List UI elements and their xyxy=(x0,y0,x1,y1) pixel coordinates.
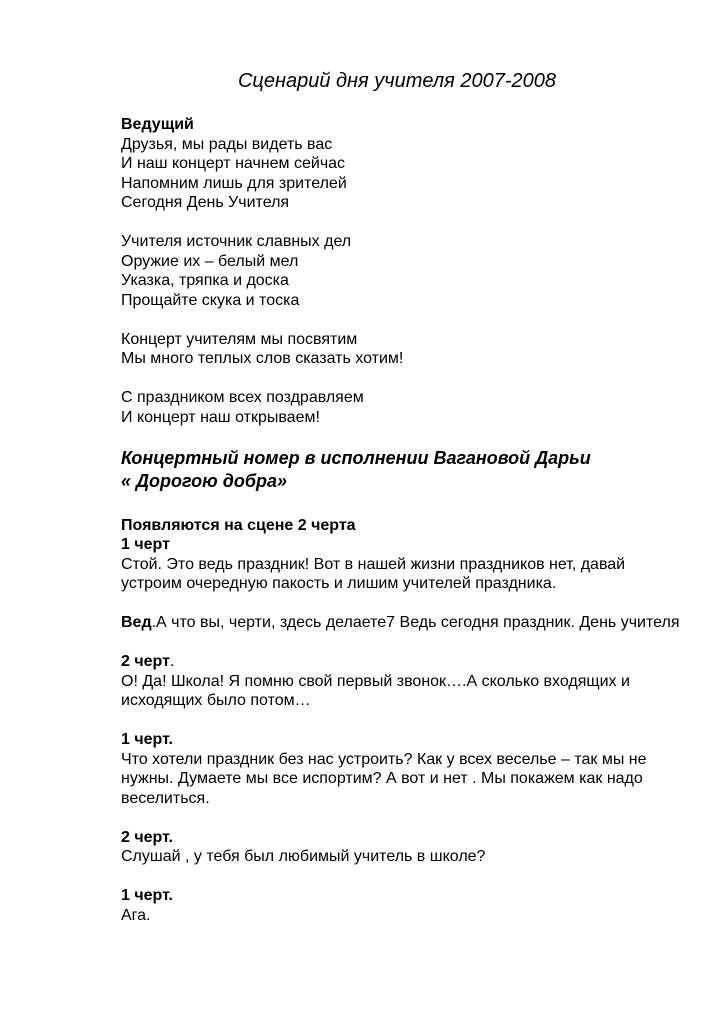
host-label: Ведущий xyxy=(121,116,194,133)
document-body xyxy=(121,115,681,945)
speaker-text: Ага. xyxy=(121,906,151,924)
concert-heading xyxy=(121,447,681,493)
scene-note: Появляются на сцене 2 черта xyxy=(121,516,356,534)
speaker-text: .А что вы, черти, здесь делаете7 Ведь сегодня праздник. День учителя xyxy=(151,614,680,631)
speaker-label: 1 черт. xyxy=(121,887,173,904)
verse-line: Друзья, мы рады видеть вас xyxy=(121,135,333,153)
speaker-inline-line xyxy=(121,613,681,633)
dialogue-block-3 xyxy=(121,652,681,711)
verse-line: Концерт учителям мы посвятим xyxy=(121,330,358,348)
speaker-suffix: . xyxy=(169,653,175,670)
dialogue-block-2 xyxy=(121,613,681,633)
page-title: Сценарий дня учителя 2007-2008 xyxy=(237,70,557,92)
verse-line: Напомним лишь для зрителей xyxy=(121,174,347,192)
verse-line: Прощайте скука и тоска xyxy=(121,291,300,309)
verse-line: И наш концерт начнем сейчас xyxy=(121,155,346,172)
speaker-label: 2 черт xyxy=(121,653,170,670)
verse-line: Оружие их – белый мел xyxy=(121,252,299,270)
dialogue-block-4 xyxy=(121,730,681,808)
verse-line: И концерт наш открываем! xyxy=(121,408,320,426)
dialogue-block-6 xyxy=(121,886,681,925)
speaker-text: Слушай , у тебя был любимый учитель в школе? xyxy=(121,848,486,865)
speaker-label: Вед xyxy=(121,614,152,631)
verse-line: Указка, тряпка и доска xyxy=(121,272,289,289)
intro-stanza-4 xyxy=(121,388,681,427)
speaker-label: 2 черт. xyxy=(121,828,173,846)
concert-song-title: « Дорогою добра» xyxy=(121,470,287,491)
concert-heading-line: Концертный номер в исполнении Вагановой Дарьи xyxy=(121,447,591,468)
intro-stanza-1 xyxy=(121,115,681,213)
speaker-text: Стой. Это ведь праздник! Вот в нашей жизни праздников нет, давай устроим очередную пакость и лишим учителей праздника. xyxy=(121,555,626,592)
speaker-label: 1 черт xyxy=(121,536,170,553)
speaker-label: 1 черт. xyxy=(121,731,173,748)
speaker-line xyxy=(121,652,681,672)
dialogue-block-5 xyxy=(121,828,681,867)
verse-line: Мы много теплых слов сказать хотим! xyxy=(121,350,404,367)
intro-stanza-3 xyxy=(121,330,681,369)
verse-line: Учителя источник славных дел xyxy=(121,233,352,250)
speaker-text: Что хотели праздник без нас устроить? Как у всех веселье – так мы не нужны. Думаете мы все испортим? А вот и нет . Мы покажем как надо веселиться. xyxy=(121,750,647,807)
verse-line: С праздником всех поздравляем xyxy=(121,389,364,406)
intro-stanza-2 xyxy=(121,232,681,310)
dialogue-block-1 xyxy=(121,516,681,594)
verse-line: Сегодня День Учителя xyxy=(121,194,290,211)
speaker-text: О! Да! Школа! Я помню свой первый звонок….А сколько входящих и исходящих было потом… xyxy=(121,672,630,709)
